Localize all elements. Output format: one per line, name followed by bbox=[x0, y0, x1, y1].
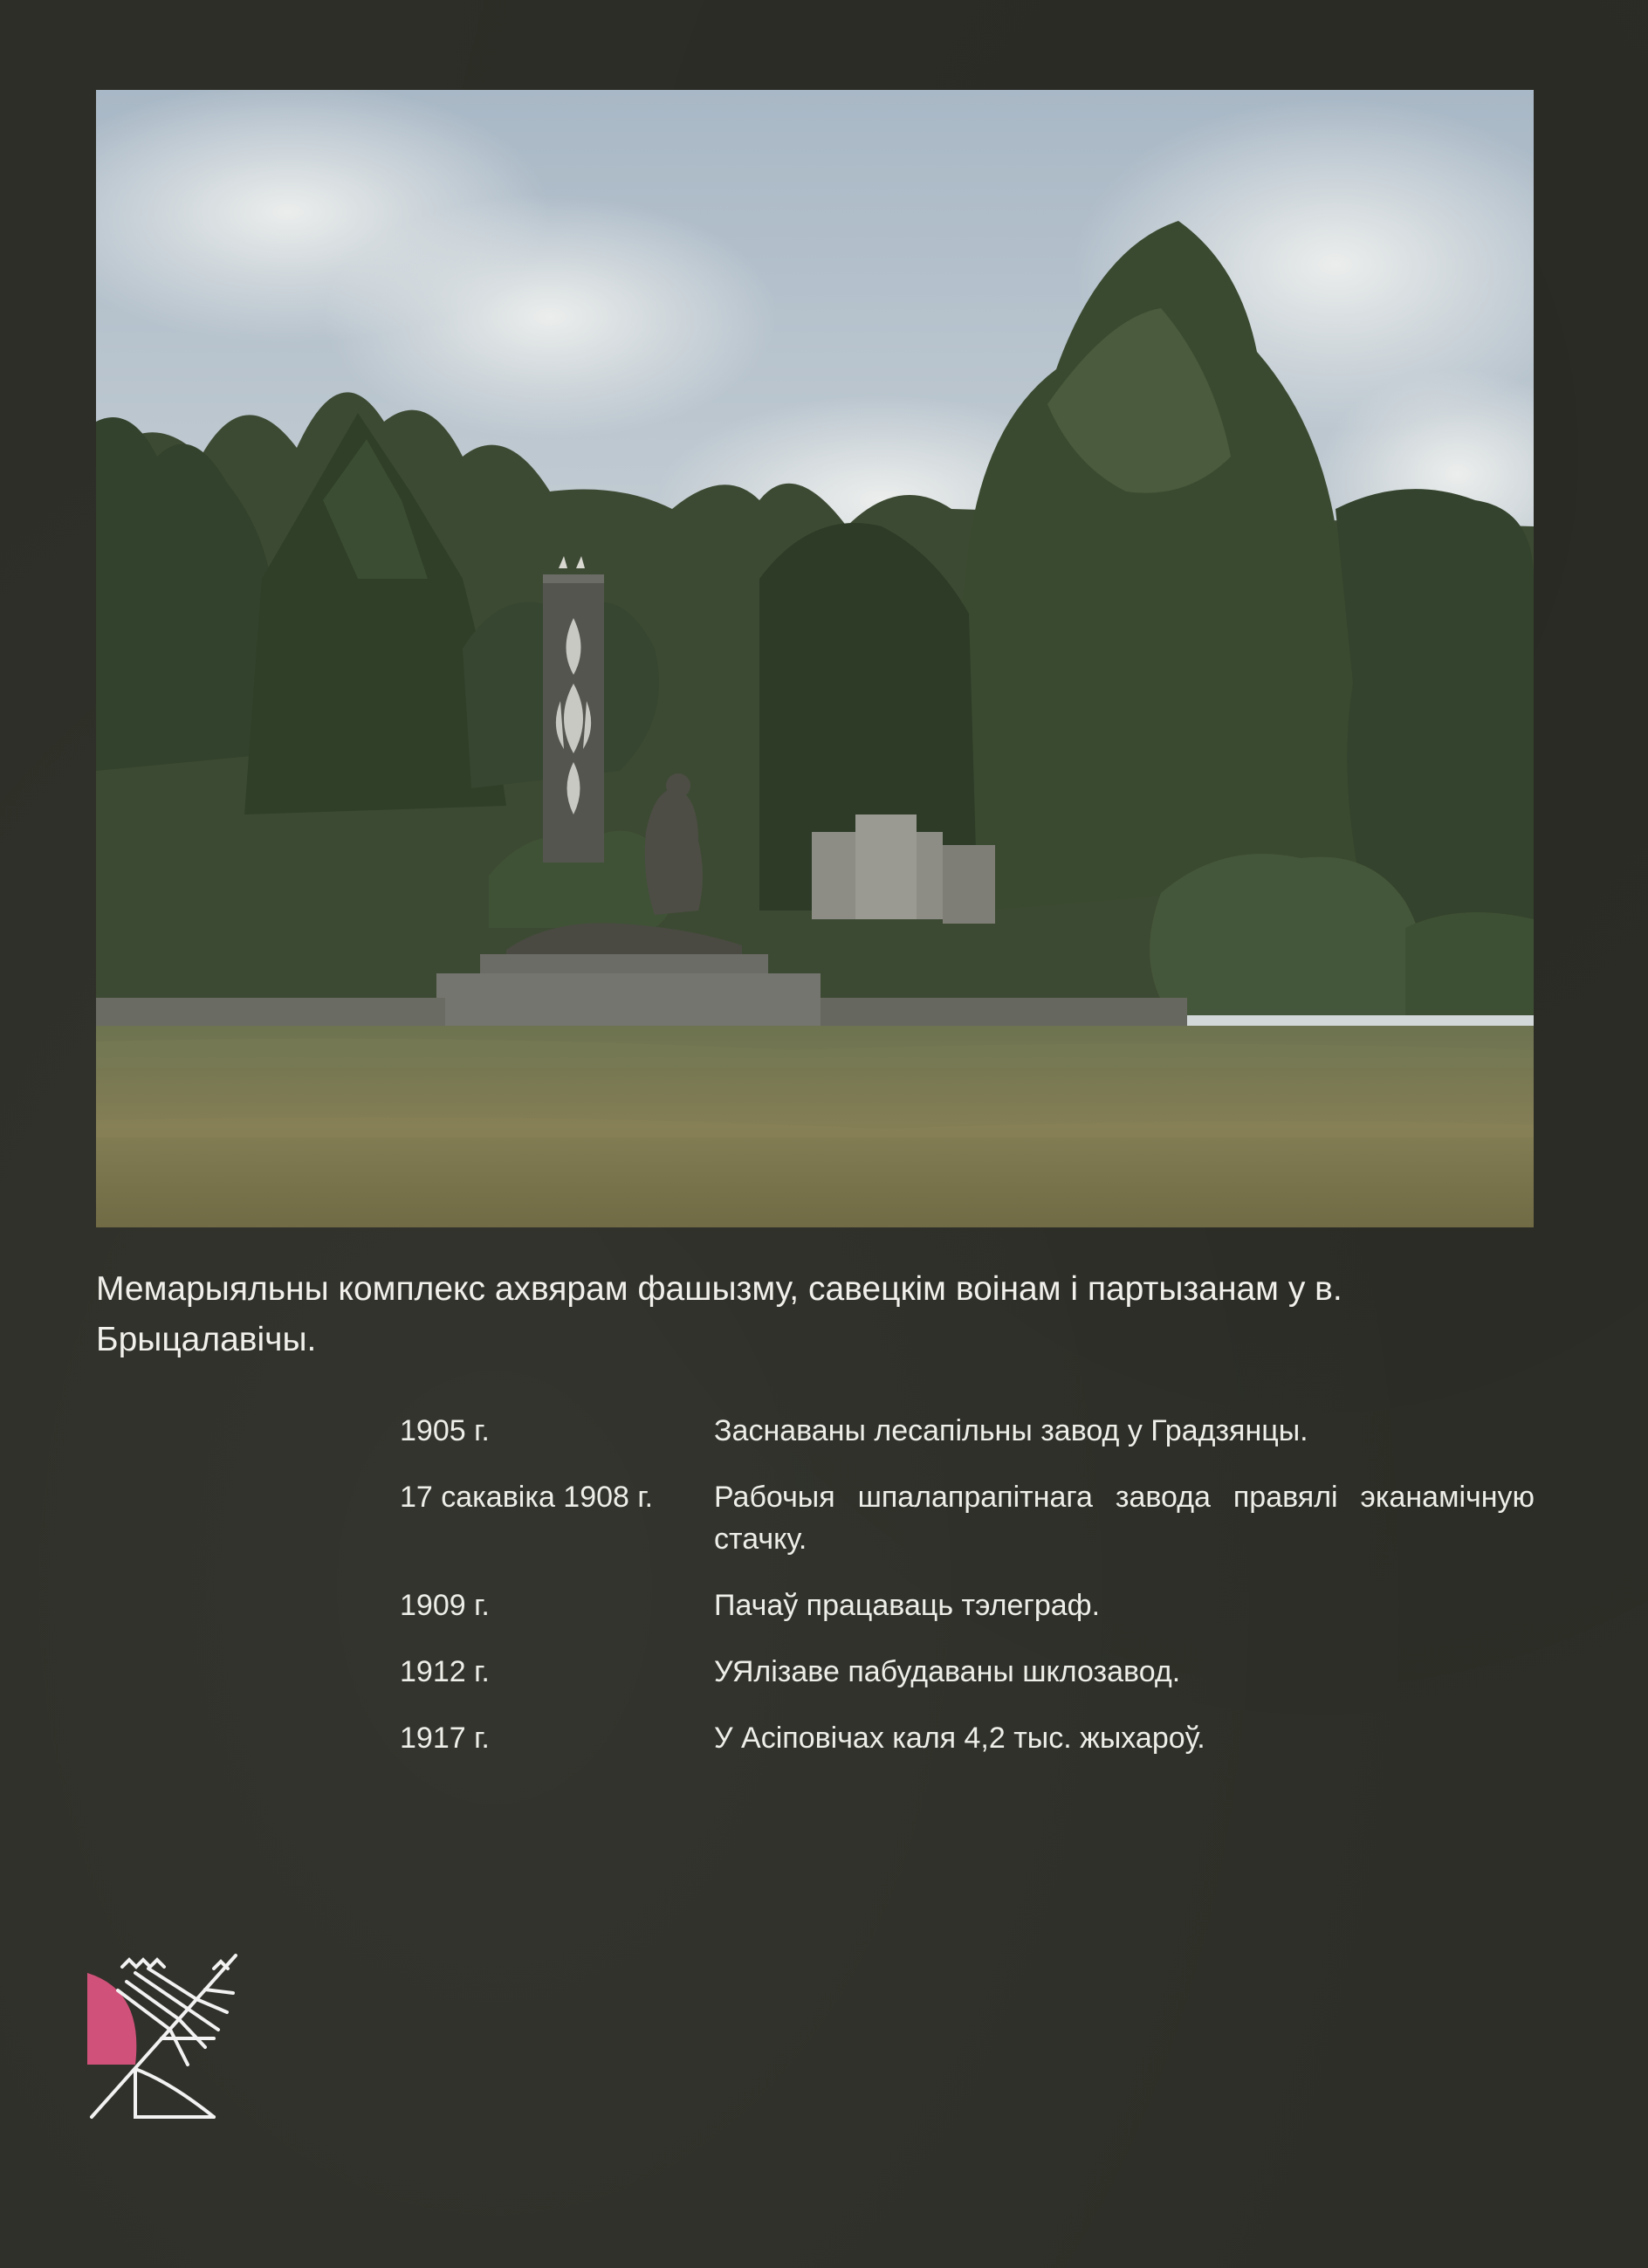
memorial-photo bbox=[96, 90, 1534, 1227]
chronology-date: 1909 г. bbox=[400, 1589, 490, 1622]
chronology-event: Заснаваны лесапільны завод у Градзянцы. bbox=[714, 1414, 1308, 1447]
chronology-entry bbox=[400, 1717, 1535, 1759]
chronology-list bbox=[400, 1410, 1535, 1783]
chronology-event: Пачаў працаваць тэлеграф. bbox=[714, 1589, 1101, 1622]
chronology-date: 1917 г. bbox=[400, 1722, 490, 1755]
chronology-entry bbox=[400, 1651, 1535, 1693]
chronology-date: 1905 г. bbox=[400, 1414, 490, 1447]
chronology-date: 1912 г. bbox=[400, 1655, 490, 1688]
stylized-ornament-logo-icon bbox=[83, 1951, 244, 2121]
photo-caption: Мемарыяльны комплекс ахвярам фашызму, савецкім воінам і партызанам у в. Брыцалавічы. bbox=[96, 1270, 1342, 1358]
chronology-entry bbox=[400, 1476, 1535, 1560]
chronology-date: 17 сакавіка 1908 г. bbox=[400, 1481, 654, 1514]
chronology-event: УЯлізаве пабудаваны шклозавод. bbox=[714, 1655, 1181, 1688]
chronology-entry bbox=[400, 1584, 1535, 1626]
chronology-event: У Асіповічах каля 4,2 тыс. жыхароў. bbox=[714, 1722, 1205, 1755]
chronology-entry bbox=[400, 1410, 1535, 1452]
chronology-event: Рабочыя шпалапрапітнага завода правялі эканамічную стачку. bbox=[714, 1481, 1535, 1556]
